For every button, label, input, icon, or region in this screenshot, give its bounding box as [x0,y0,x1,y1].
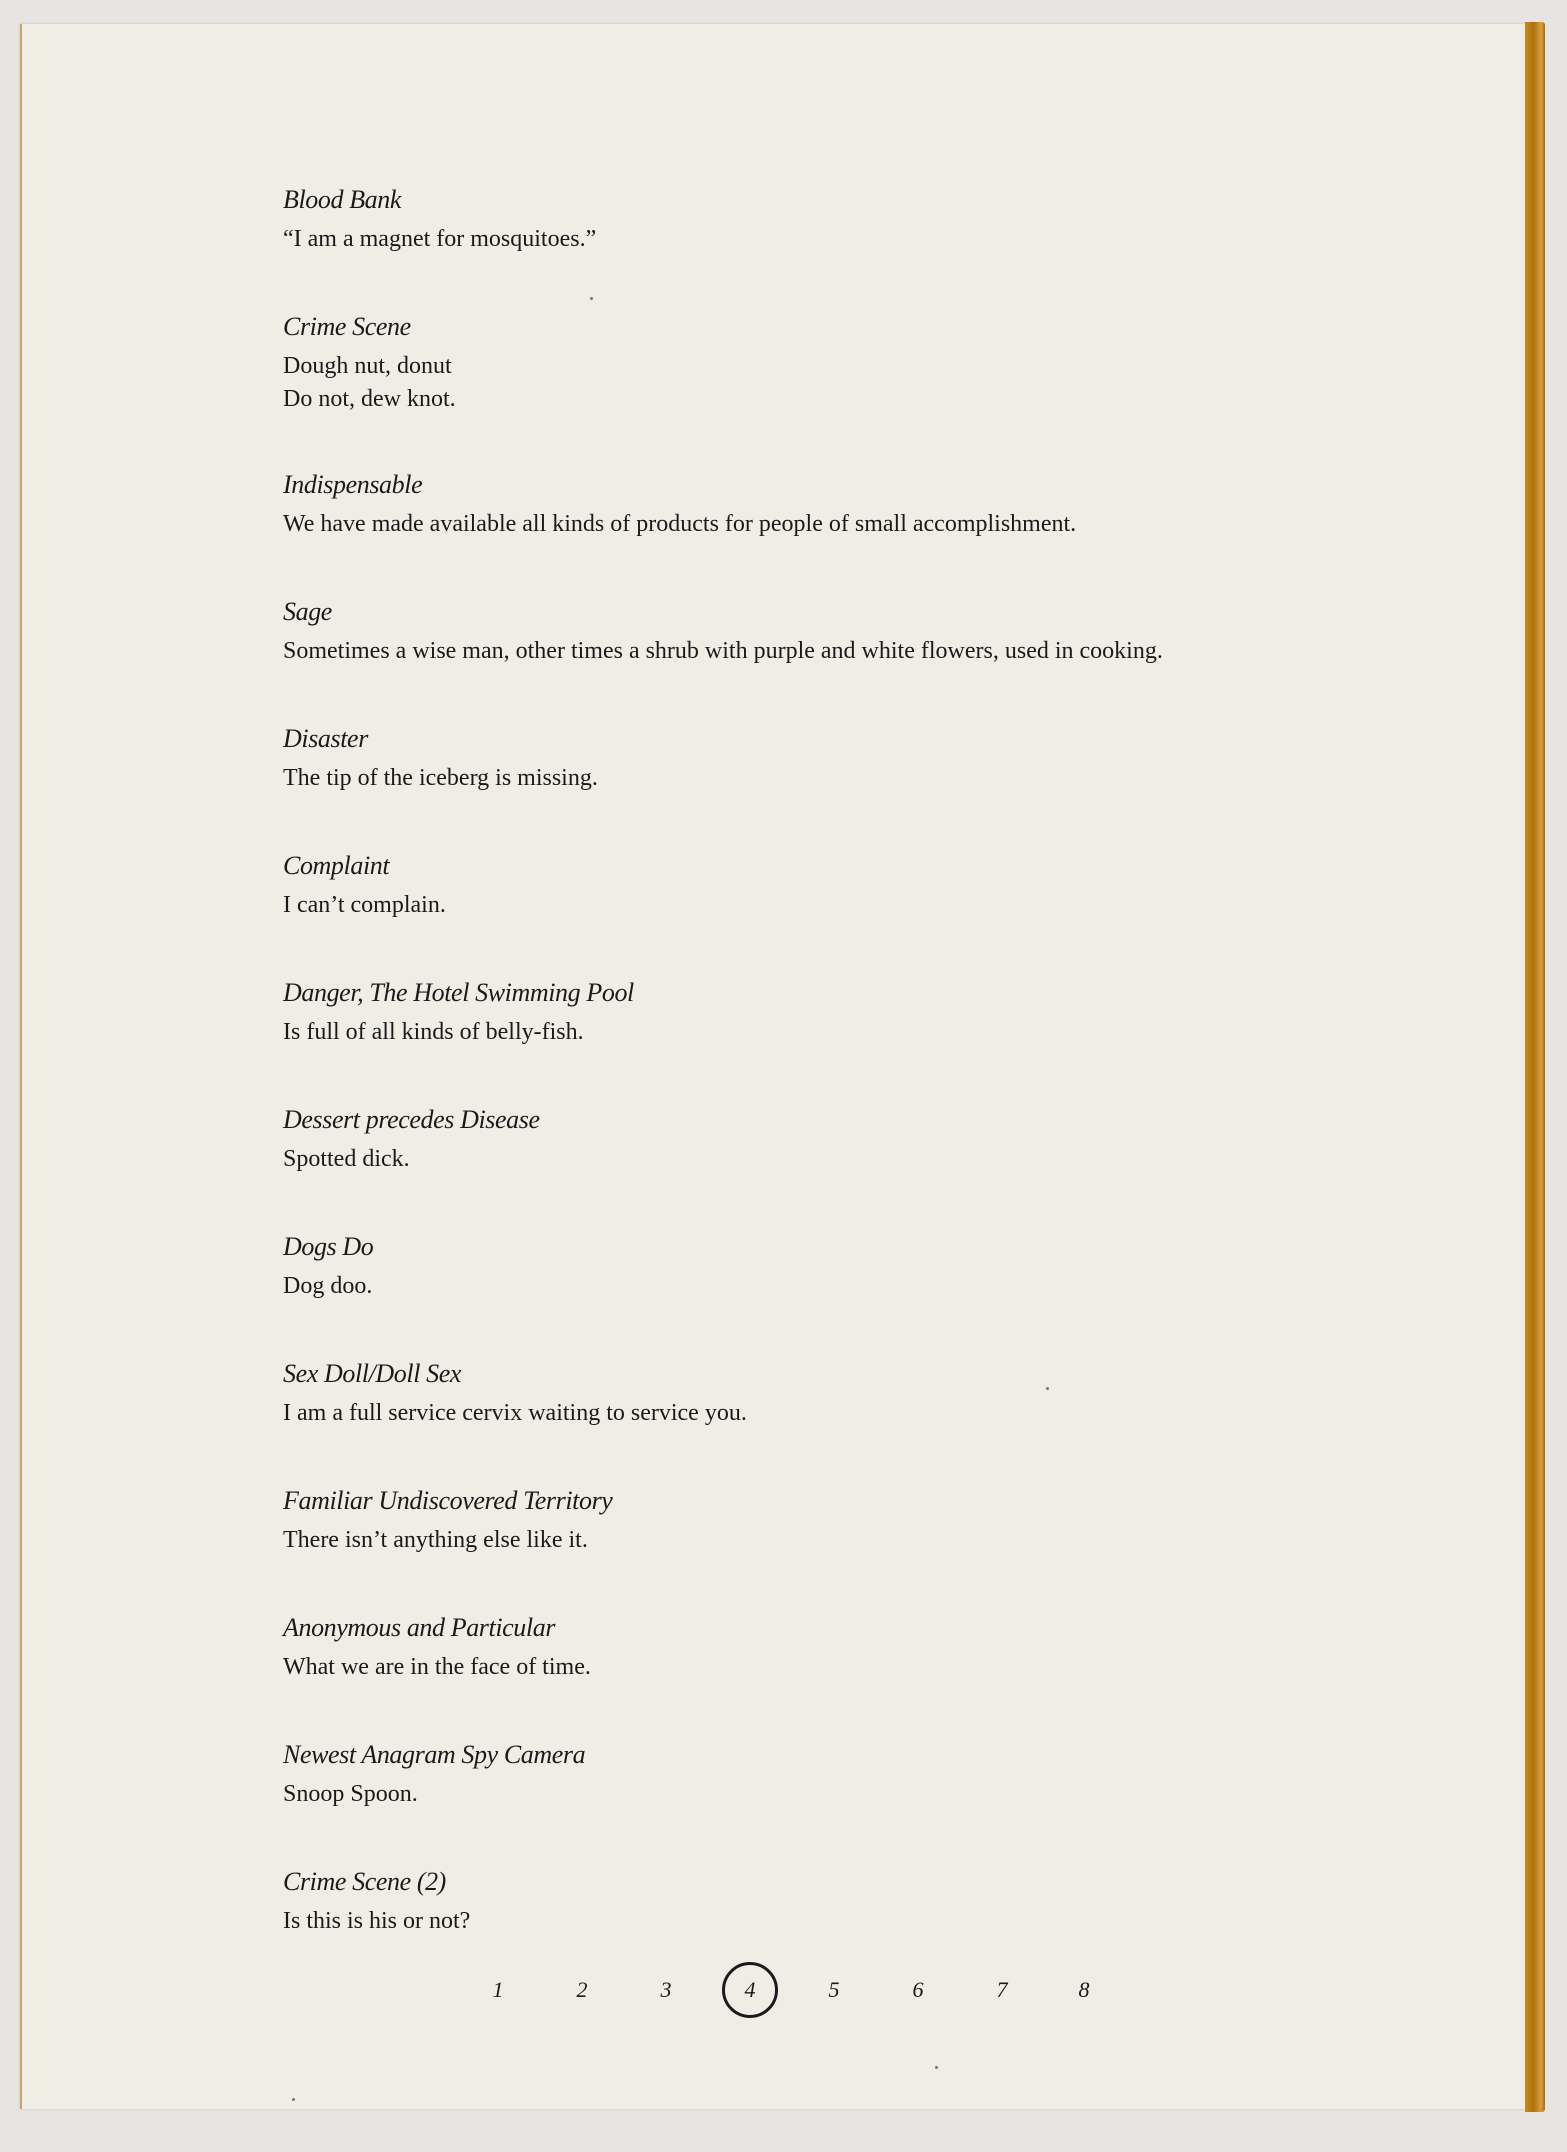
entry-title: Crime Scene [283,312,411,341]
glossary-entry [283,1102,1433,1229]
glossary-entry [283,182,1433,309]
definition-line: I can’t complain. [283,892,446,918]
definition-line: “I am a magnet for mosquitoes.” [283,226,597,252]
glossary-entry [283,1737,1433,1864]
glossary-entry [283,467,1433,594]
glossary-entry [283,309,1433,467]
definition-line: What we are in the face of time. [283,1654,591,1680]
entry-title: Dogs Do [283,1232,374,1261]
entry-title: Familiar Undiscovered Territory [283,1486,613,1515]
entry-definition [283,635,1433,668]
entry-definition [283,1397,1433,1430]
glossary-entry [283,721,1433,848]
glossary-entry [283,1356,1433,1483]
entry-definition [283,889,1433,922]
entry-title: Blood Bank [283,185,402,214]
entry-definition [283,1016,1433,1049]
entry-definition [283,1143,1433,1176]
definition-line: The tip of the iceberg is missing. [283,765,598,791]
entry-title: Dessert precedes Disease [283,1105,540,1134]
definition-line: Do not, dew knot. [283,386,456,412]
entry-title: Newest Anagram Spy Camera [283,1740,586,1769]
page-number-2[interactable]: 2 [576,1977,588,2002]
definition-line: Dough nut, donut [283,353,452,379]
page-number-8[interactable]: 8 [1078,1977,1090,2002]
definition-line: Dog doo. [283,1273,373,1299]
glossary-entry [283,1610,1433,1737]
page-number-7[interactable]: 7 [996,1977,1008,2002]
entry-definition [283,1778,1433,1811]
entry-definition [283,1524,1433,1557]
page-number-1[interactable]: 1 [492,1977,504,2002]
entry-title: Anonymous and Particular [283,1613,556,1642]
page-number-5[interactable]: 5 [828,1977,840,2002]
definition-line: Is this is his or not? [283,1908,471,1934]
definition-line: I am a full service cervix waiting to service you. [283,1400,747,1426]
entry-title: Sex Doll/Doll Sex [283,1359,462,1388]
entry-definition [283,1651,1433,1684]
entry-definition [283,1905,1433,1938]
entry-definition [283,223,1433,256]
definition-line: Sometimes a wise man, other times a shrub with purple and white flowers, used in cooking. [283,638,1163,664]
entry-title: Indispensable [283,470,423,499]
page-number-4[interactable]: 4 [722,1962,778,2018]
glossary-entry [283,1483,1433,1610]
definition-line: Snoop Spoon. [283,1781,418,1807]
entry-definition [283,762,1433,795]
glossary-entry [283,848,1433,975]
glossary-entries [283,182,1433,1991]
gilt-page-edge [1525,22,1545,2112]
definition-line: Spotted dick. [283,1146,410,1172]
entry-definition [283,1270,1433,1303]
entry-definition [283,508,1433,541]
definition-line: We have made available all kinds of products for people of small accomplishment. [283,511,1077,537]
glossary-entry [283,594,1433,721]
page-number-3[interactable]: 3 [660,1977,672,2002]
entry-definition [283,350,1433,416]
definition-line: There isn’t anything else like it. [283,1527,588,1553]
page-number-6[interactable]: 6 [912,1977,924,2002]
paper-speck [292,2098,295,2101]
definition-line: Is full of all kinds of belly-fish. [283,1019,584,1045]
entry-title: Complaint [283,851,390,880]
entry-title: Sage [283,597,332,626]
entry-title: Disaster [283,724,368,753]
glossary-entry [283,1229,1433,1356]
glossary-entry [283,975,1433,1102]
paper-speck [935,2066,938,2069]
entry-title: Crime Scene (2) [283,1867,446,1896]
entry-title: Danger, The Hotel Swimming Pool [283,978,634,1007]
